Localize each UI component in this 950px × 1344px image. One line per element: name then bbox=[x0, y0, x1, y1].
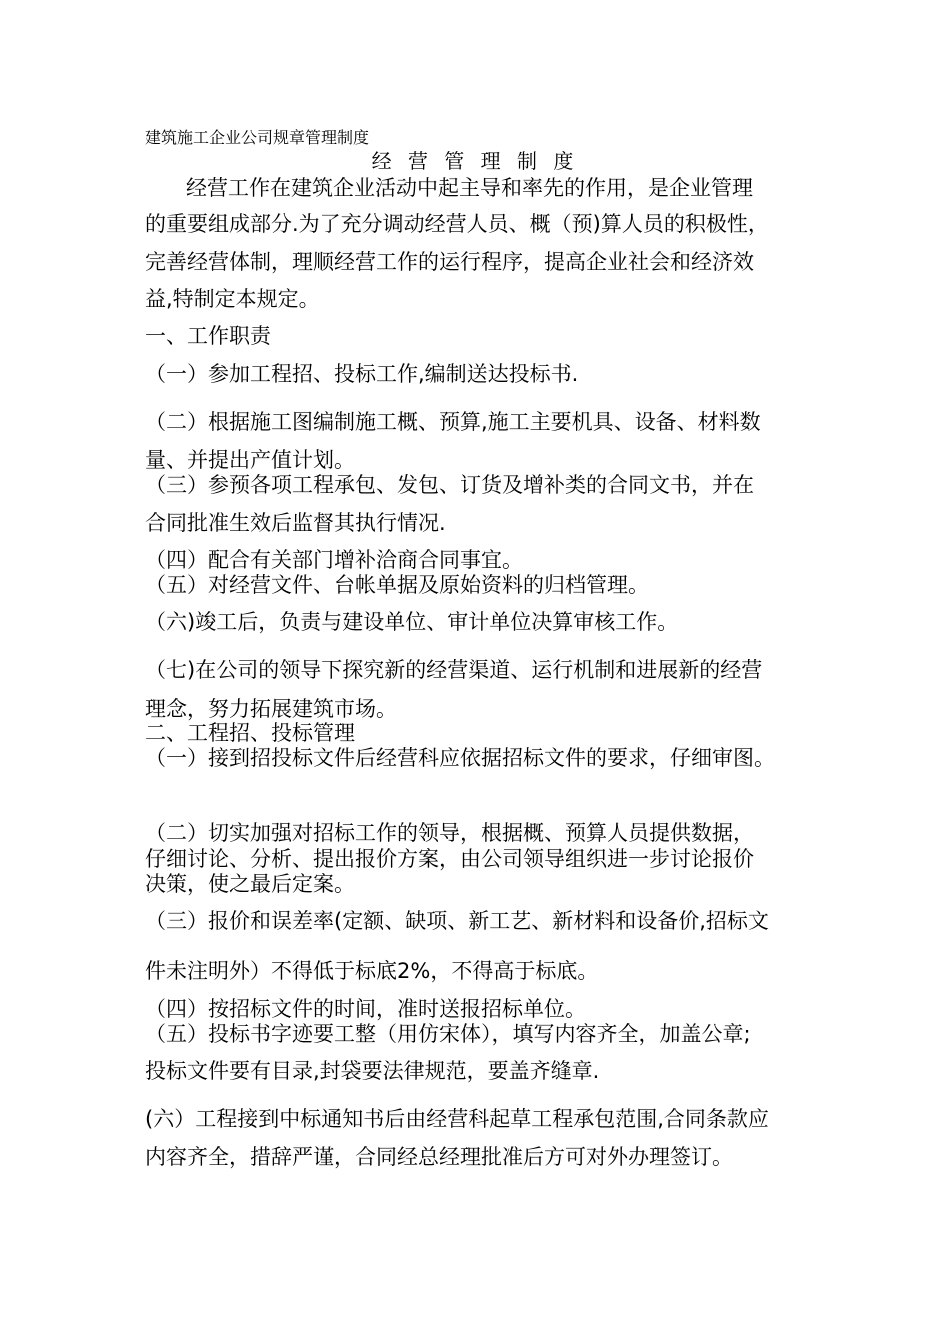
list-item: （三）报价和误差率(定额、缺项、新工艺、新材料和设备价,招标文 bbox=[145, 909, 769, 933]
list-item: （五）对经营文件、台帐单据及原始资料的归档管理。 bbox=[145, 573, 649, 597]
list-item: （二）切实加强对招标工作的领导，根据概、预算人员提供数据， bbox=[145, 821, 754, 845]
list-item: 件未注明外）不得低于标底2%，不得高于标底。 bbox=[145, 959, 599, 983]
document-title: 经 营 管 理 制 度 bbox=[371, 149, 579, 173]
list-item: （一）参加工程招、投标工作,编制送达投标书. bbox=[145, 362, 579, 386]
list-item: （四）配合有关部门增补洽商合同事宜。 bbox=[145, 548, 523, 572]
list-item: 量、并提出产值计划。 bbox=[145, 448, 355, 472]
intro-line: 益,特制定本规定。 bbox=[145, 287, 320, 311]
document-header: 建筑施工企业公司规章管理制度 bbox=[145, 128, 370, 147]
list-item: （六)竣工后，负责与建设单位、审计单位决算审核工作。 bbox=[145, 610, 679, 634]
list-item: 仔细讨论、分析、提出报价方案，由公司领导组织进一步讨论报价 bbox=[145, 847, 754, 871]
intro-line: 完善经营体制，理顺经营工作的运行程序，提高企业社会和经济效 bbox=[145, 250, 754, 274]
intro-line: 的重要组成部分.为了充分调动经营人员、概（预)算人员的积极性， bbox=[145, 212, 769, 236]
list-item: 投标文件要有目录,封袋要法律规范，要盖齐缝章. bbox=[145, 1059, 600, 1083]
list-item: （四）按招标文件的时间，准时送报招标单位。 bbox=[145, 997, 586, 1021]
list-item: （五）投标书字迹要工整（用仿宋体），填写内容齐全，加盖公章; bbox=[145, 1022, 751, 1046]
list-item: （二）根据施工图编制施工概、预算,施工主要机具、设备、材料数 bbox=[145, 410, 761, 434]
list-item: (六）工程接到中标通知书后由经营科起草工程承包范围,合同条款应 bbox=[145, 1107, 769, 1131]
section-heading: 一、工作职责 bbox=[145, 324, 271, 348]
list-item: 内容齐全，措辞严谨，合同经总经理批准后方可对外办理签订。 bbox=[145, 1145, 733, 1169]
list-item: （三）参预各项工程承包、发包、订货及增补类的合同文书，并在 bbox=[145, 473, 754, 497]
list-item: （一）接到招投标文件后经营科应依据招标文件的要求，仔细审图。 bbox=[145, 746, 775, 770]
list-item: 合同批准生效后监督其执行情况. bbox=[145, 511, 446, 535]
list-item: 理念，努力拓展建筑市场。 bbox=[145, 697, 397, 721]
list-item: （七)在公司的领导下探究新的经营渠道、运行机制和进展新的经营 bbox=[145, 658, 763, 682]
section-heading: 二、工程招、投标管理 bbox=[145, 721, 355, 745]
intro-line: 经营工作在建筑企业活动中起主导和率先的作用，是企业管理 bbox=[186, 176, 753, 200]
list-item: 决策，使之最后定案。 bbox=[145, 872, 355, 896]
